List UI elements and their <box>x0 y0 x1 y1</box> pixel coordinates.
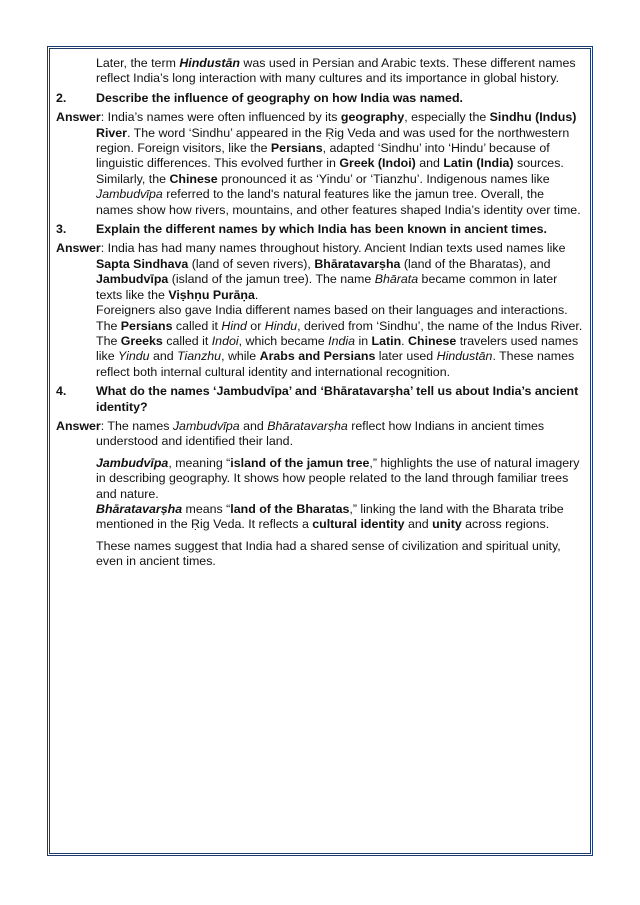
document-body <box>56 56 584 570</box>
intro-paragraph: Later, the term Hindustān was used in Persian and Arabic texts. These different names reflect India’s long interaction with many cultures and its importance in global history. <box>96 56 576 86</box>
question-text: Describe the influence of geography on how India was named. <box>96 90 463 105</box>
answer-2: Answer: India’s names were often influenced by its geography, especially the Sindhu (Indus) River. The word ‘Sindhu’ appeared in the Ṛig Veda and was used for the northwestern region. Foreign visitors, like the Persians, adapted ‘Sindhu’ into ‘Hindu’ because of linguistic differences. This evolved further in Greek (Indoi) and Latin (India) sources. Similarly, the Chinese pronounced it as ‘Yindu’ or ‘Tianzhu’. Indigenous names like Jambudvīpa referred to the land's natural features like the jamun tree. Overall, the names show how rivers, mountains, and other features shaped India’s identity over time. <box>56 110 581 217</box>
answer-4-paragraph-4: These names suggest that India had a shared sense of civilization and spiritual unity, even in ancient times. <box>96 538 561 569</box>
term-hindustan: Hindustān <box>179 56 240 70</box>
question-number: 2. <box>56 90 67 105</box>
answer-label: Answer <box>56 241 101 256</box>
question-number: 3. <box>56 222 67 237</box>
question-4 <box>56 384 584 415</box>
answer-label: Answer <box>56 110 101 125</box>
answer-label: Answer <box>56 418 101 433</box>
question-text: What do the names ‘Jambudvīpa’ and ‘Bhāratavarṣha’ tell us about India’s ancient identity? <box>96 384 579 414</box>
question-number: 4. <box>56 384 67 399</box>
answer-3: Answer: India has had many names throughout history. Ancient Indian texts used names like Sapta Sindhava (land of seven rivers), Bhāratavarṣha (land of the Bharatas), and Jambudvīpa (island of the jamun tree). The name Bhārata became common in later texts like the Viṣhṇu Purāṇa. <box>56 241 566 302</box>
answer-4: Answer: The names Jambudvīpa and Bhāratavarṣha reflect how Indians in ancient times understood and identified their land. <box>56 418 545 449</box>
question-text: Explain the different names by which India has been known in ancient times. <box>96 222 547 237</box>
answer-3-paragraph-2: Foreigners also gave India different names based on their languages and interactions. The Persians called it Hind or Hindu, derived from ‘Sindhu’, the name of the Indus River. The Greeks called it Indoi, which became India in Latin. Chinese travelers used names like Yindu and Tianzhu, while Arabs and Persians later used Hindustān. These names reflect both internal cultural identity and international recognition. <box>96 303 583 379</box>
question-3 <box>56 222 584 237</box>
question-2 <box>56 91 584 106</box>
answer-4-paragraph-3: Bhāratavarṣha means “land of the Bharatas,” linking the land with the Bharata tribe mentioned in the Ṛig Veda. It reflects a cultural identity and unity across regions. <box>96 501 564 532</box>
answer-4-paragraph-2: Jambudvīpa, meaning “island of the jamun tree,” highlights the use of natural imagery in describing geography. It shows how people related to the land through familiar trees and nature. <box>96 455 580 501</box>
